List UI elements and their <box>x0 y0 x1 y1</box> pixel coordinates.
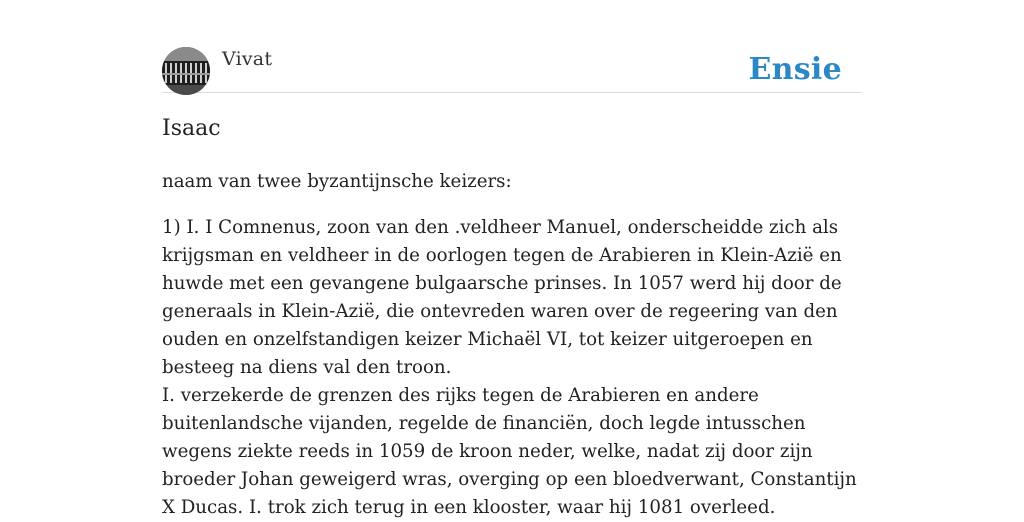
article-body <box>162 168 862 522</box>
article-paragraph: 1) I. I Comnenus, zoon van den .veldheer Manuel, onderscheidde zich als krijgsman en veldheer in de oorlogen tegen de Arabieren in Klein-Azië en huwde met een gevangene bulgaarsche prinses. In 1057 werd hij door de generaals in Klein-Azië, die ontevreden waren over de regeering van den ouden en onzelfstandigen keizer Michaël VI, tot keizer uitgeroepen en besteeg na diens val den troon. <box>162 217 842 378</box>
author-name[interactable]: Vivat <box>222 48 273 70</box>
article-paragraph: I. verzekerde de grenzen des rijks tegen de Arabieren en andere buitenlandsche vijanden, regelde de financiën, doch legde intusschen wegens ziekte reeds in 1059 de kroon neder, welke, nadat zij door zijn broeder Johan geweigerd wras, overging op een bloedverwant, Constantijn X Ducas. I. trok zich terug in een klooster, waar hij 1081 overleed. <box>162 385 857 518</box>
book-spines-icon <box>162 47 210 95</box>
article-intro: naam van twee byzantijnsche keizers: <box>162 171 512 192</box>
page-title: Isaac <box>162 116 221 141</box>
header <box>162 46 862 93</box>
author-avatar[interactable] <box>162 47 210 95</box>
brand-logo[interactable]: Ensie <box>748 52 842 87</box>
